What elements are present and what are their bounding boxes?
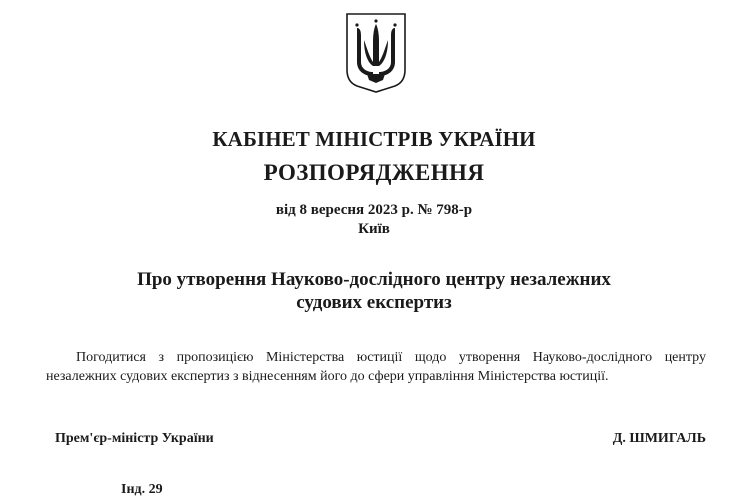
body-paragraph: Погодитися з пропозицією Міністерства юстиції щодо утворення Науково-дослідного центру незалежних судових експертиз з віднесенням його до сфери управління Міністерства юстиції. bbox=[46, 350, 706, 384]
tryzub-coat-of-arms-icon bbox=[345, 12, 407, 94]
subject-line-2: судових експертиз bbox=[296, 292, 452, 313]
issuer-heading: КАБІНЕТ МІНІСТРІВ УКРАЇНИ bbox=[212, 127, 536, 151]
subject-heading bbox=[0, 268, 748, 314]
subject-line-1: Про утворення Науково-дослідного центру незалежних bbox=[137, 269, 611, 290]
city-line: Київ bbox=[358, 221, 390, 237]
signatory-title: Прем'єр-міністр України bbox=[55, 431, 214, 446]
signature-block bbox=[55, 431, 706, 447]
document-type-heading: РОЗПОРЯДЖЕННЯ bbox=[263, 160, 485, 185]
document-index: Інд. 29 bbox=[121, 482, 163, 497]
date-number-line: від 8 вересня 2023 р. № 798-р bbox=[275, 202, 473, 218]
signatory-name: Д. ШМИГАЛЬ bbox=[612, 431, 706, 446]
